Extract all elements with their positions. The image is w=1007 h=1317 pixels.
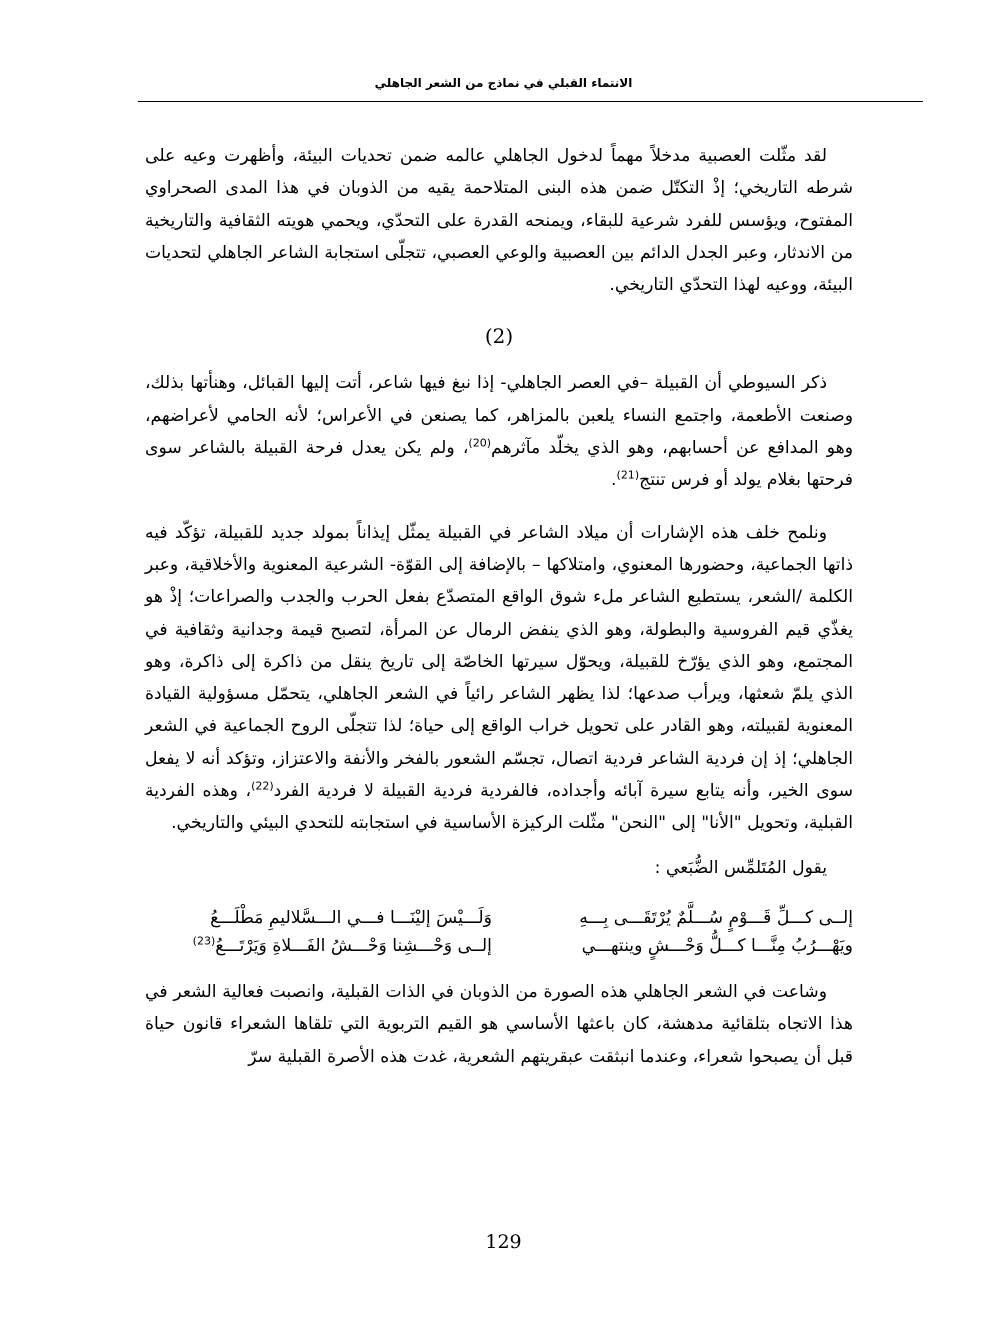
paragraph-4: وشاعت في الشعر الجاهلي هذه الصورة من الذوبان في الذات القبلية، وانصبت فعالية الشعر في هذا الاتجاه بتلقائية مدهشة، كان باعثها الأساسي هو القيم التربوية التي تلقاها الشعراء قانون حياة قبل أن يصبحوا شعراء، وعندما انبثقت عبقريتهم الشعرية، غدت هذه الأصرة القبلية سرّ [145,981,853,1067]
verse-2-second-hemistich-text: إلــى وَحْـــشِنا وَحْـــشُ الفَـــلاةِ وَيَرْتَـــعُ [215,935,492,956]
page-number: 129 [485,1231,522,1253]
poem-verses [145,904,853,960]
body-text [145,140,853,1093]
verse-2-first-hemistich: ويَهْـــرُبُ مِنَّـــا كـــلُّ وَحْـــشٍ وينتهـــي [581,935,853,956]
poem-intro: يقول المُتَلمِّس الضُّبَعي : [654,857,827,878]
footnote-ref-22: (22) [251,779,274,793]
running-header: الانتماء القبلي في نماذج من الشعر الجاهلي [374,76,633,90]
paragraph-2-text-b: ، ولم يكن يعدل فرحة القبيلة بالشاعر سوى فرحتها بغلام يولد أو فرس تنتج [145,438,853,491]
paragraph-3-text-b: ، وهذه الفردية القبلية، وتحويل "الأنا" إلى "النحن" مثّلت الركيزة الأساسية في استجابته للتحدي البيئي والتاريخي. [145,781,853,834]
paragraph-2-text-c: . [611,470,617,491]
footnote-ref-20: (20) [468,436,491,450]
header-rule [138,101,923,102]
footnote-ref-21: (21) [616,468,640,482]
poem-verse-1 [145,904,853,932]
paragraph-2 [145,367,853,496]
paragraph-2-text-a: ذكر السيوطي أن القبيلة –في العصر الجاهلي- إذا نبغ فيها شاعر، أتت إليها القبائل، وهنأتها بذلك، وصنعت الأطعمة، واجتمع النساء يلعبن بالمزاهر، كما يصنعن في الأعراس؛ لأنه الحامي لأعراضهم، وهو المدافع عن أحسابهم، وهو الذي يخلّد مآثرهم [145,373,853,459]
paragraph-3 [145,517,853,840]
verse-1-first-hemistich: إلــى كـــلِّ قَـــوْمٍ سُـــلَّمٌ يُرْتَقَـــى بِـــهِ [579,907,853,928]
poem-verse-2 [145,932,853,960]
verse-2-second-hemistich [145,932,492,960]
paragraph-1: لقد مثّلت العصبية مدخلاً مهماً لدخول الجاهلي عالمه ضمن تحديات البيئة، وأظهرت وعيه على شرطه التاريخي؛ إذْ التكتّل ضمن هذه البنى المتلاحمة يقيه من الذوبان في هذا المدى الصحراوي المفتوح، ويؤسس للفرد شرعية للبقاء، ويمنحه القدرة على التحدّي، ويحمي هويته الثقافية والتاريخية من الاندثار، وعبر الجدل الدائم بين العصبية والوعي العصبي، تتجلّى استجابة الشاعر الجاهلي لتحديات البيئة، ووعيه لهذا التحدّي التاريخي. [145,146,853,296]
verse-1-second-hemistich: وَلَـــيْسَ إليْنَـــا فـــي الـــسَّلاليمِ مَطْلَـــعُ [210,907,492,928]
footnote-ref-23: (23) [192,934,216,948]
section-number: (2) [484,324,514,349]
paragraph-3-text-a: ونلمح خلف هذه الإشارات أن ميلاد الشاعر في القبيلة يمثّل إيذاناً بمولد جديد للقبيلة، تؤكّد فيه ذاتها الجماعية، وحضورها المعنوي، وامتلاكها – بالإضافة إلى القوّة- الشرعية المعنوية والأخلاقية، وعبر الكلمة /الشعر، يستطيع الشاعر ملء شوق الواقع المتصدّع بفعل الحرب والجدب والصراعات؛ إذْ هو يغذّي قيم الفروسية والبطولة، وهو الذي ينفض الرمال عن المرأة، لتصبح قيمة وجدانية وثقافية في المجتمع، وهو الذي يؤرّخ للقبيلة، ويحوّل سيرتها الخاصّة إلى تاريخ ينقل من ذاكرة إلى ذاكرة، وهو الذي يلمّ شعثها، ويرأب صدعها؛ لذا يظهر الشاعر رائياً في الشعر الجاهلي، يتحمّل مسؤولية القيادة المعنوية لقبيلته، وهو القادر على تحويل خراب الواقع إلى حياة؛ لذا تتجلّى الروح الجماعية في الشعر الجاهلي؛ إذ إن فردية الشاعر فردية اتصال، تجسّم الشعور بالفخر والأنفة والاعتزاز، وتؤكد أنه لا يفعل سوى الخير، وأنه يتابع سيرة آبائه وأجداده، فالفردية فردية القبيلة لا فردية الفرد [145,522,853,802]
